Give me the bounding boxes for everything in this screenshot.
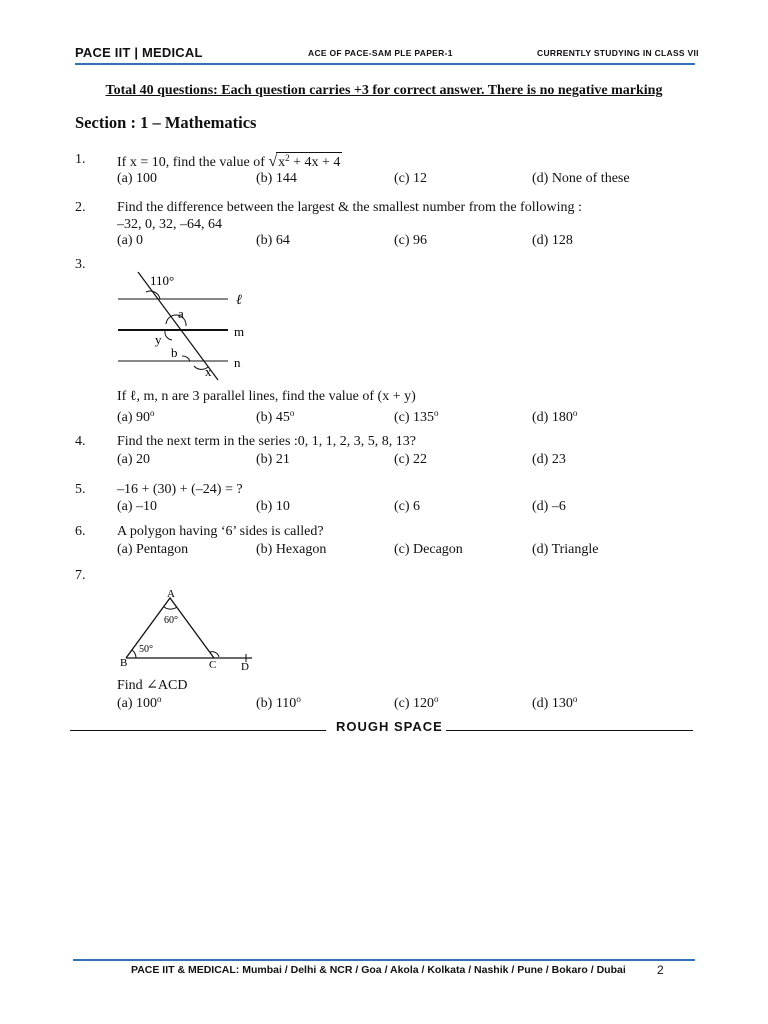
q1-stem: If x = 10, find the value of — [117, 155, 265, 170]
q7-option-d[interactable] — [532, 694, 577, 712]
angle-110-label: 110° — [150, 273, 175, 288]
page-number: 2 — [657, 963, 664, 977]
degree-mark: o — [289, 408, 295, 418]
q3-option-b[interactable] — [256, 408, 294, 426]
angle-b-label: b — [171, 345, 178, 360]
q3-option-d[interactable] — [532, 408, 577, 426]
q5-option-d[interactable]: (d) –6 — [532, 499, 566, 514]
q7-option-a[interactable] — [117, 694, 162, 712]
angle-60-label: 60° — [164, 615, 178, 626]
q3-option-a-label: (a) 90 — [117, 410, 151, 425]
q4-text: Find the next term in the series :0, 1, 1, 2, 3, 5, 8, 13? — [117, 434, 417, 449]
q7-option-b-label: (b) 110 — [256, 696, 297, 711]
q2-option-b[interactable]: (b) 64 — [256, 233, 290, 248]
brand-logo — [75, 45, 203, 60]
q6-text: A polygon having ‘6’ sides is called? — [117, 524, 324, 539]
q6-option-b[interactable]: (b) Hexagon — [256, 542, 327, 557]
q4-option-d[interactable]: (d) 23 — [532, 452, 566, 467]
angle-b-arc — [132, 650, 136, 658]
degree-mark: o — [572, 694, 578, 704]
q5-option-b[interactable]: (b) 10 — [256, 499, 290, 514]
q1-option-b[interactable]: (b) 144 — [256, 171, 297, 186]
angle-a-label: a — [178, 306, 184, 321]
q4-option-c[interactable]: (c) 22 — [394, 452, 428, 467]
q6-option-a[interactable]: (a) Pentagon — [117, 542, 189, 557]
class-label: CURRENTLY STUDYING IN CLASS VII — [537, 48, 699, 58]
rough-space-rule-left — [70, 730, 326, 731]
parallel-lines-figure — [110, 268, 270, 384]
angle-50-label: 50° — [139, 644, 153, 655]
angle-y-arc — [165, 331, 172, 340]
degree-mark: o — [296, 694, 301, 704]
logo-sub: IIT | MEDICAL — [110, 45, 203, 60]
q7-text: Find ∠ACD — [117, 678, 188, 693]
q1-radicand — [276, 152, 342, 171]
q3-text: If ℓ, m, n are 3 parallel lines, find the value of (x + y) — [117, 389, 416, 404]
q7-option-d-label: (d) 130 — [532, 696, 573, 711]
angle-b-arc — [182, 356, 190, 361]
paper-title: ACE OF PACE-SAM PLE PAPER-1 — [308, 48, 453, 58]
degree-mark: o — [150, 408, 155, 418]
logo-brand: PACE — [75, 45, 111, 60]
line-m-label: m — [234, 324, 245, 339]
q6-option-d[interactable]: (d) Triangle — [532, 542, 599, 557]
point-d-label: D — [241, 661, 249, 672]
radicand-exp: 2 — [285, 153, 290, 163]
degree-mark: o — [572, 408, 578, 418]
rough-space-label: ROUGH SPACE — [336, 719, 443, 734]
q5-number: 5. — [75, 482, 86, 497]
q1-text — [117, 152, 342, 171]
q2-option-a[interactable]: (a) 0 — [117, 233, 144, 248]
angle-x-label: x — [205, 364, 212, 379]
vertex-a-label: A — [167, 588, 175, 600]
q7-option-c-label: (c) 120 — [394, 696, 435, 711]
q4-number: 4. — [75, 434, 86, 449]
vertex-c-label: C — [209, 659, 217, 671]
sqrt-symbol: √ — [268, 153, 278, 170]
q1-option-c[interactable]: (c) 12 — [394, 171, 428, 186]
q2-option-d[interactable]: (d) 128 — [532, 233, 573, 248]
q3-option-d-label: (d) 180 — [532, 410, 573, 425]
q5-option-c[interactable]: (c) 6 — [394, 499, 421, 514]
vertex-b-label: B — [120, 657, 128, 669]
q1-number: 1. — [75, 152, 86, 167]
q7-number: 7. — [75, 568, 86, 583]
footer-rule — [73, 959, 695, 961]
angle-a-arc — [164, 607, 177, 609]
q1-option-d[interactable]: (d) None of these — [532, 171, 630, 186]
q2-text: Find the difference between the largest & the smallest number from the following : — [117, 200, 582, 215]
degree-mark: o — [434, 694, 439, 704]
degree-mark: o — [434, 408, 439, 418]
q5-text: –16 + (30) + (–24) = ? — [117, 482, 243, 497]
q3-option-c[interactable] — [394, 408, 439, 426]
q7-option-b[interactable] — [256, 694, 301, 712]
triangle-figure — [112, 586, 262, 672]
header-rule — [75, 63, 695, 65]
q3-number: 3. — [75, 257, 86, 272]
rough-space-rule-right — [446, 730, 693, 731]
q3-option-c-label: (c) 135 — [394, 410, 435, 425]
q3-option-a[interactable] — [117, 408, 155, 426]
q2-text-numbers: –32, 0, 32, –64, 64 — [117, 217, 222, 232]
q5-option-a[interactable]: (a) –10 — [117, 499, 158, 514]
q4-option-a[interactable]: (a) 20 — [117, 452, 151, 467]
q7-option-c[interactable] — [394, 694, 439, 712]
instructions: Total 40 questions: Each question carries +3 for correct answer. There is no negative marking — [105, 83, 663, 98]
radicand-x: x — [278, 155, 286, 170]
q6-number: 6. — [75, 524, 86, 539]
q2-number: 2. — [75, 200, 86, 215]
q1-option-a[interactable]: (a) 100 — [117, 171, 158, 186]
degree-mark: o — [157, 694, 162, 704]
q4-option-b[interactable]: (b) 21 — [256, 452, 290, 467]
line-l-label: ℓ — [236, 293, 242, 308]
q6-option-c[interactable]: (c) Decagon — [394, 542, 463, 557]
angle-y-label: y — [155, 332, 162, 347]
q3-option-b-label: (b) 45 — [256, 410, 290, 425]
section-title: Section : 1 – Mathematics — [75, 113, 257, 132]
q7-option-a-label: (a) 100 — [117, 696, 158, 711]
line-n-label: n — [234, 355, 241, 370]
footer-centres: PACE IIT & MEDICAL: Mumbai / Delhi & NCR / Goa / Akola / Kolkata / Nashik / Pune / Bokaro / Dubai — [131, 964, 626, 976]
q2-option-c[interactable]: (c) 96 — [394, 233, 428, 248]
radicand-rest: + 4x + 4 — [289, 155, 341, 170]
